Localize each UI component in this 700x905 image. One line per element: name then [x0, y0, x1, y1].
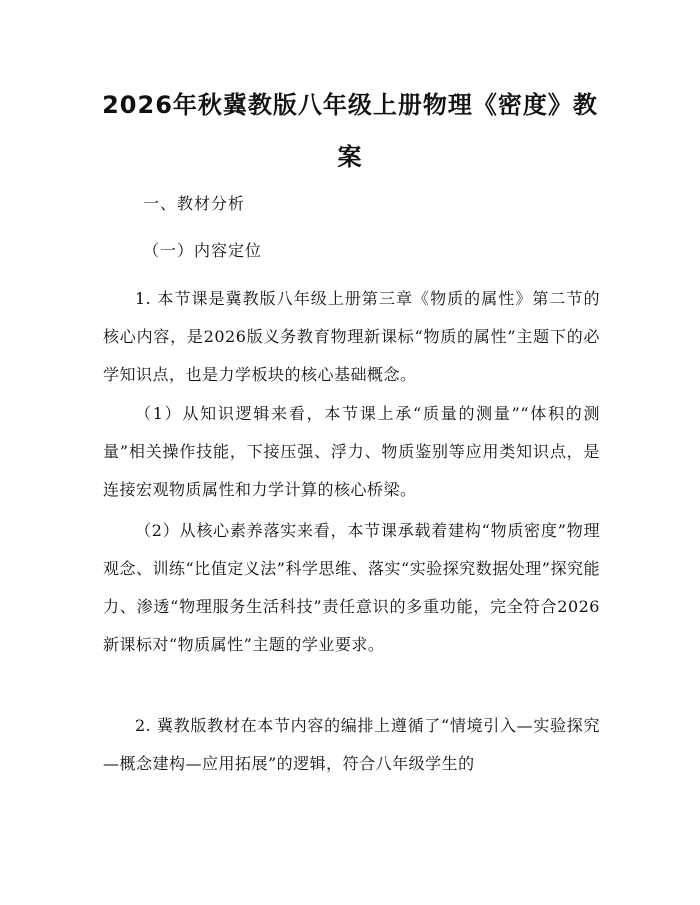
- paragraph: 2. 冀教版教材在本节内容的编排上遵循了“情境引入—实验探究—概念建构—应用拓展”的逻辑，符合八年级学生的: [103, 716, 600, 773]
- section-heading: 一、教材分析: [143, 194, 246, 213]
- document-title: 2026年秋冀教版八年级上册物理《密度》教案: [102, 91, 598, 171]
- paragraph: （2）从核心素养落实来看，本节课承载着建构“物质密度”物理观念、训练“比值定义法”科学思维、落实“实验探究数据处理”探究能力、渗透“物理服务生活科技”责任意识的多重功能，完全符合2026新课标对“物质属性”主题的学业要求。: [103, 521, 600, 654]
- subsection-heading: （一）内容定位: [143, 241, 263, 260]
- paragraph: 1. 本节课是冀教版八年级上册第三章《物质的属性》第二节的核心内容，是2026版义务教育物理新课标“物质的属性”主题下的必学知识点，也是力学板块的核心基础概念。: [103, 289, 600, 384]
- paragraph: （1）从知识逻辑来看，本节课上承“质量的测量”“体积的测量”相关操作技能，下接压强、浮力、物质鉴别等应用类知识点，是连接宏观物质属性和力学计算的核心桥梁。: [103, 404, 600, 499]
